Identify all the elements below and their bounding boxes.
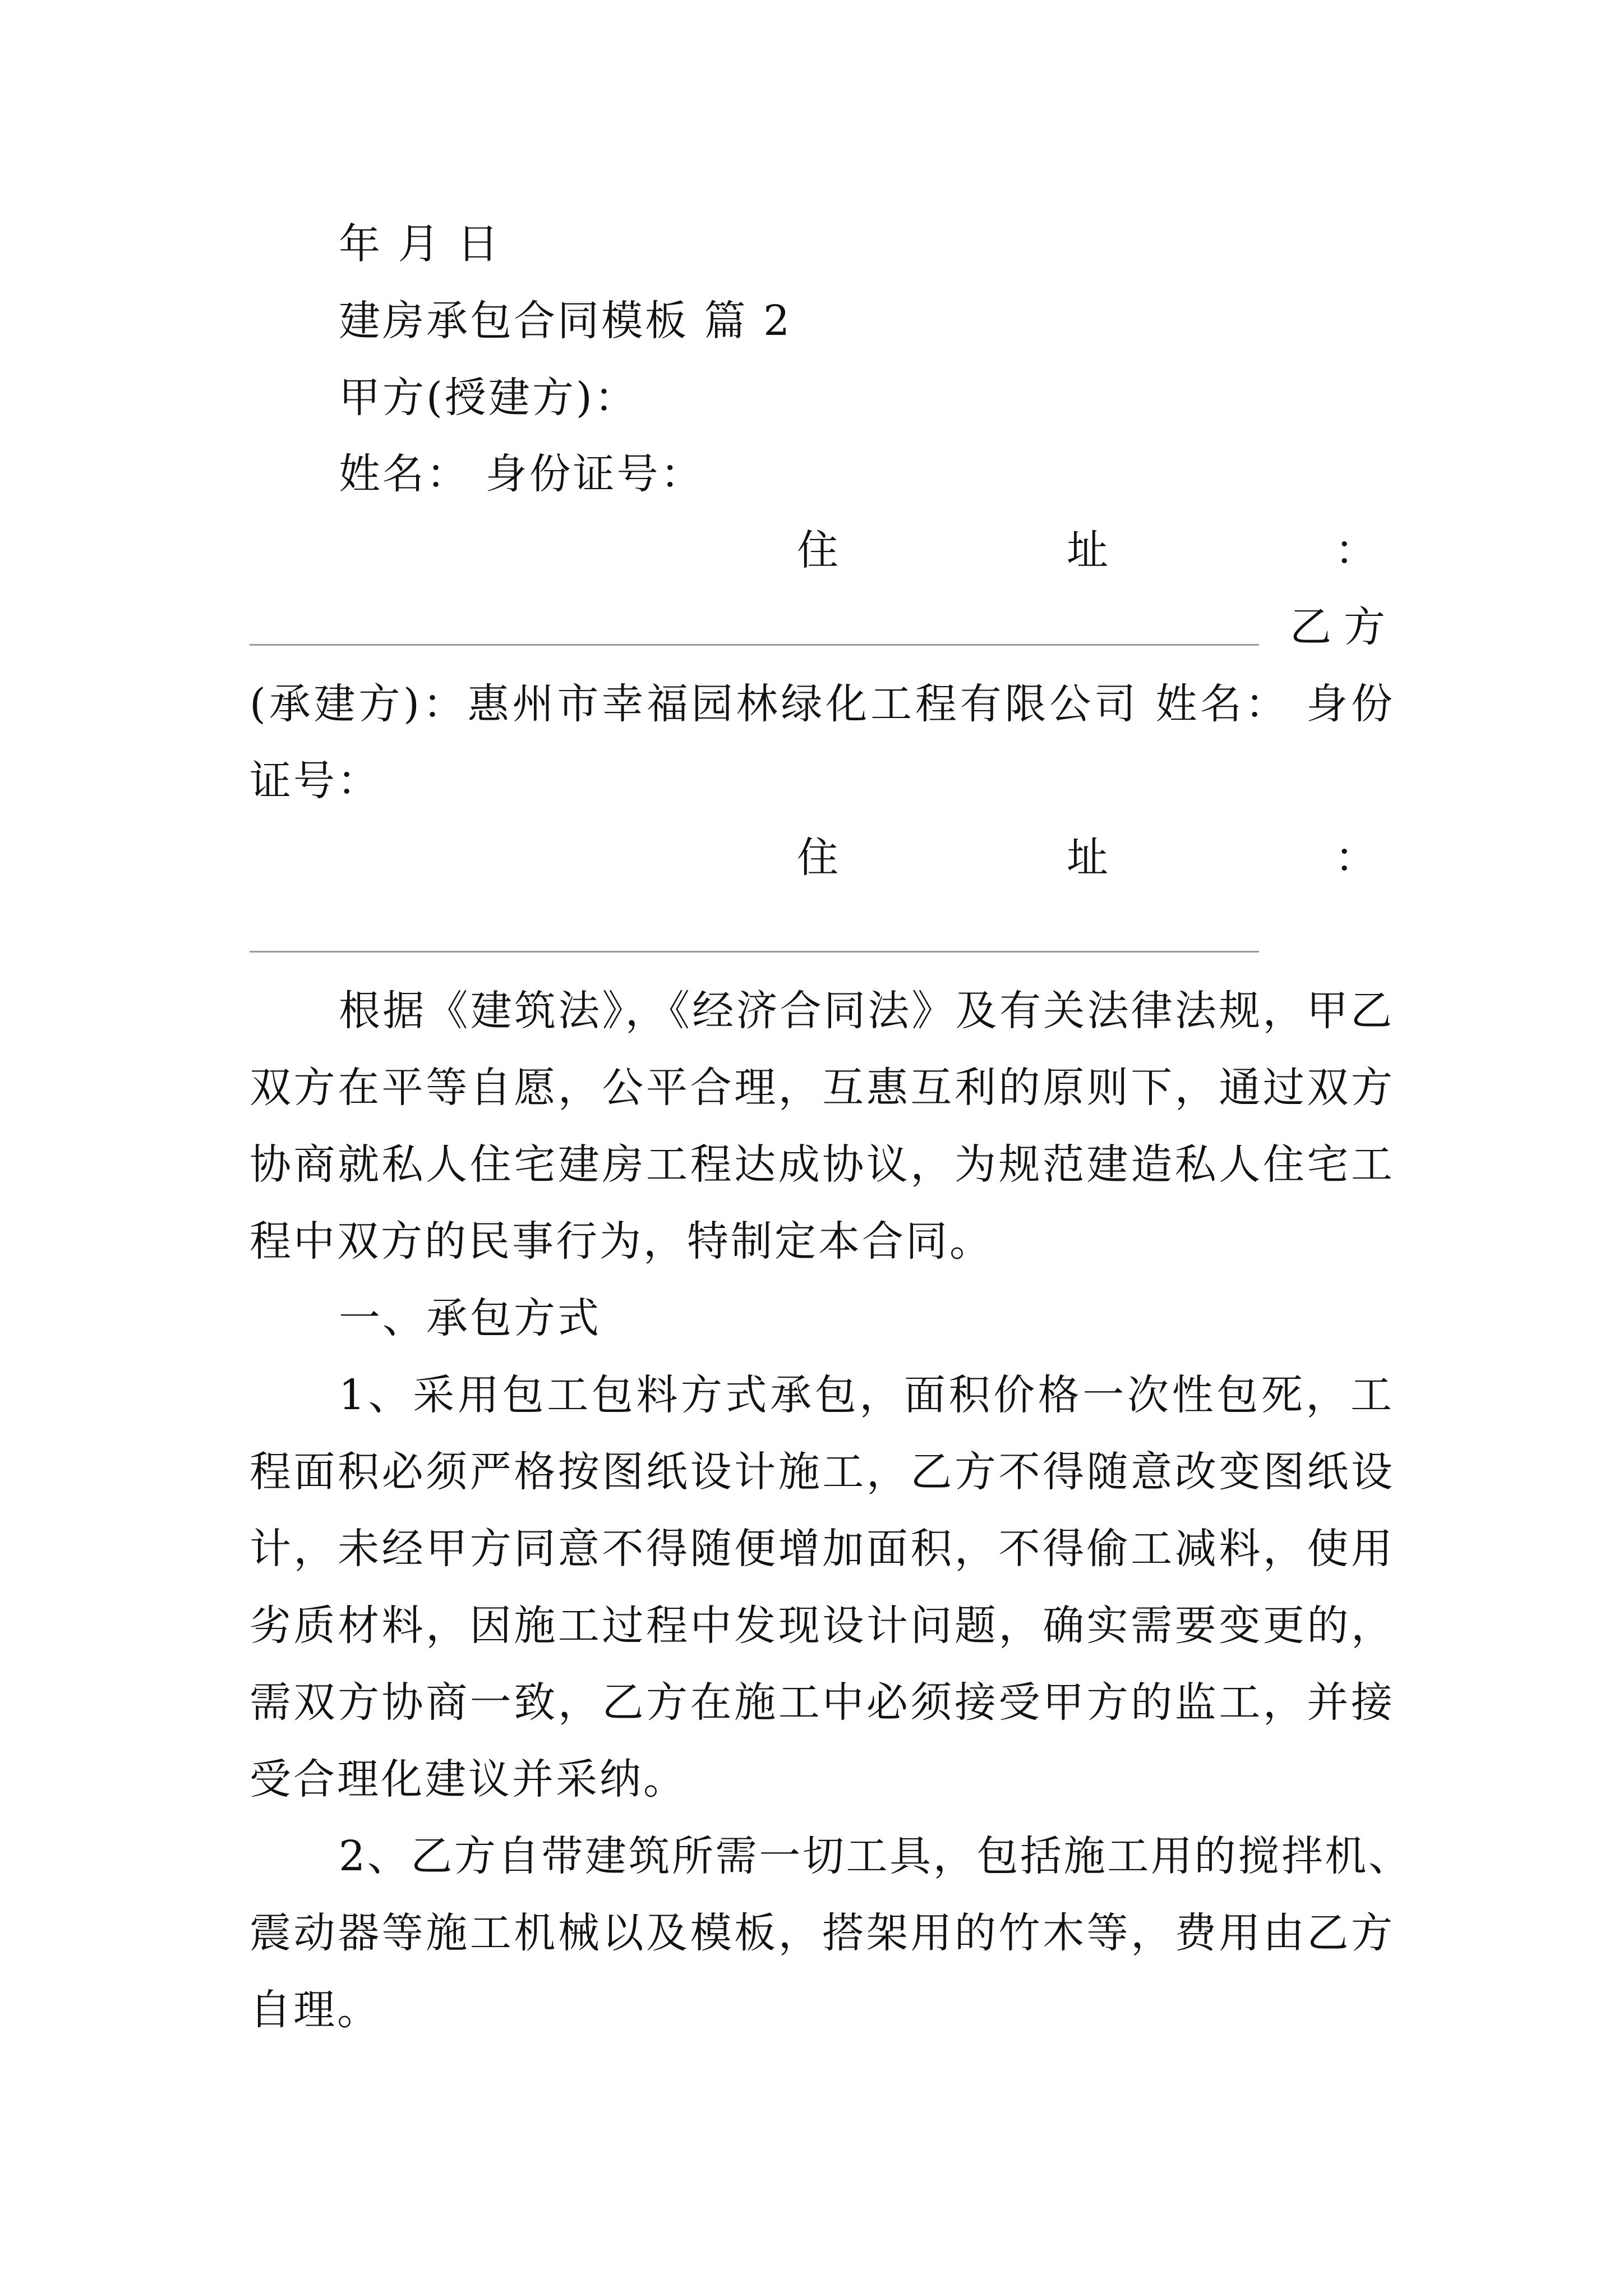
address-colon: ： [1335, 526, 1376, 574]
section-heading: 一、承包方式 [339, 1294, 601, 1342]
preamble-line: 协商就私人住宅建房工程达成协议，为规范建造私人住宅工 [250, 1140, 1394, 1189]
party-a-name-id: 姓名： 身份证号： [339, 450, 704, 498]
clause-line: 受合理化建议并采纳。 [250, 1755, 687, 1803]
preamble-line: 根据《建筑法》，《经济合同法》及有关法律法规，甲乙 [339, 987, 1393, 1035]
address-label-zhi: 址 [1067, 834, 1108, 882]
party-a-label: 甲方(授建方)： [339, 374, 638, 422]
clause-line: 劣质材料，因施工过程中发现设计问题，确实需要变更的， [250, 1602, 1394, 1650]
clause-line: 震动器等施工机械以及模板，搭架用的竹木等，费用由乙方 [250, 1909, 1394, 1957]
clause-line: 程面积必须严格按图纸设计施工，乙方不得随意改变图纸设 [250, 1448, 1394, 1496]
date-line: 年 月 日 [339, 220, 501, 268]
clause-line: 自理。 [250, 1986, 381, 2034]
party-b-line-cont: 证号： [250, 757, 381, 805]
preamble-line: 程中双方的民事行为，特制定本合同。 [250, 1217, 993, 1266]
preamble-line: 双方在平等自愿，公平合理，互惠互利的原则下，通过双方 [250, 1064, 1394, 1112]
address-label-zhu: 住 [797, 834, 838, 882]
address-label-zhu: 住 [797, 526, 838, 574]
clause-line: 2、乙方自带建筑所需一切工具，包括施工用的搅拌机、 [339, 1832, 1411, 1880]
party-b-label-start: 乙方 [1290, 603, 1398, 651]
clause-line: 需双方协商一致，乙方在施工中必须接受甲方的监工，并接 [250, 1678, 1394, 1727]
clause-line: 1、采用包工包料方式承包，面积价格一次性包死，工 [339, 1371, 1393, 1419]
party-b-line: (承建方)：惠州市幸福园林绿化工程有限公司 姓名： 身份 [250, 680, 1394, 728]
party-b-address-blank [250, 951, 1259, 953]
address-colon: ： [1335, 834, 1376, 882]
address-label-zhi: 址 [1067, 526, 1108, 574]
party-a-address-blank [250, 644, 1259, 646]
clause-line: 计，未经甲方同意不得随便增加面积，不得偷工减料，使用 [250, 1525, 1394, 1573]
contract-title: 建房承包合同模板 篇 2 [339, 297, 792, 345]
